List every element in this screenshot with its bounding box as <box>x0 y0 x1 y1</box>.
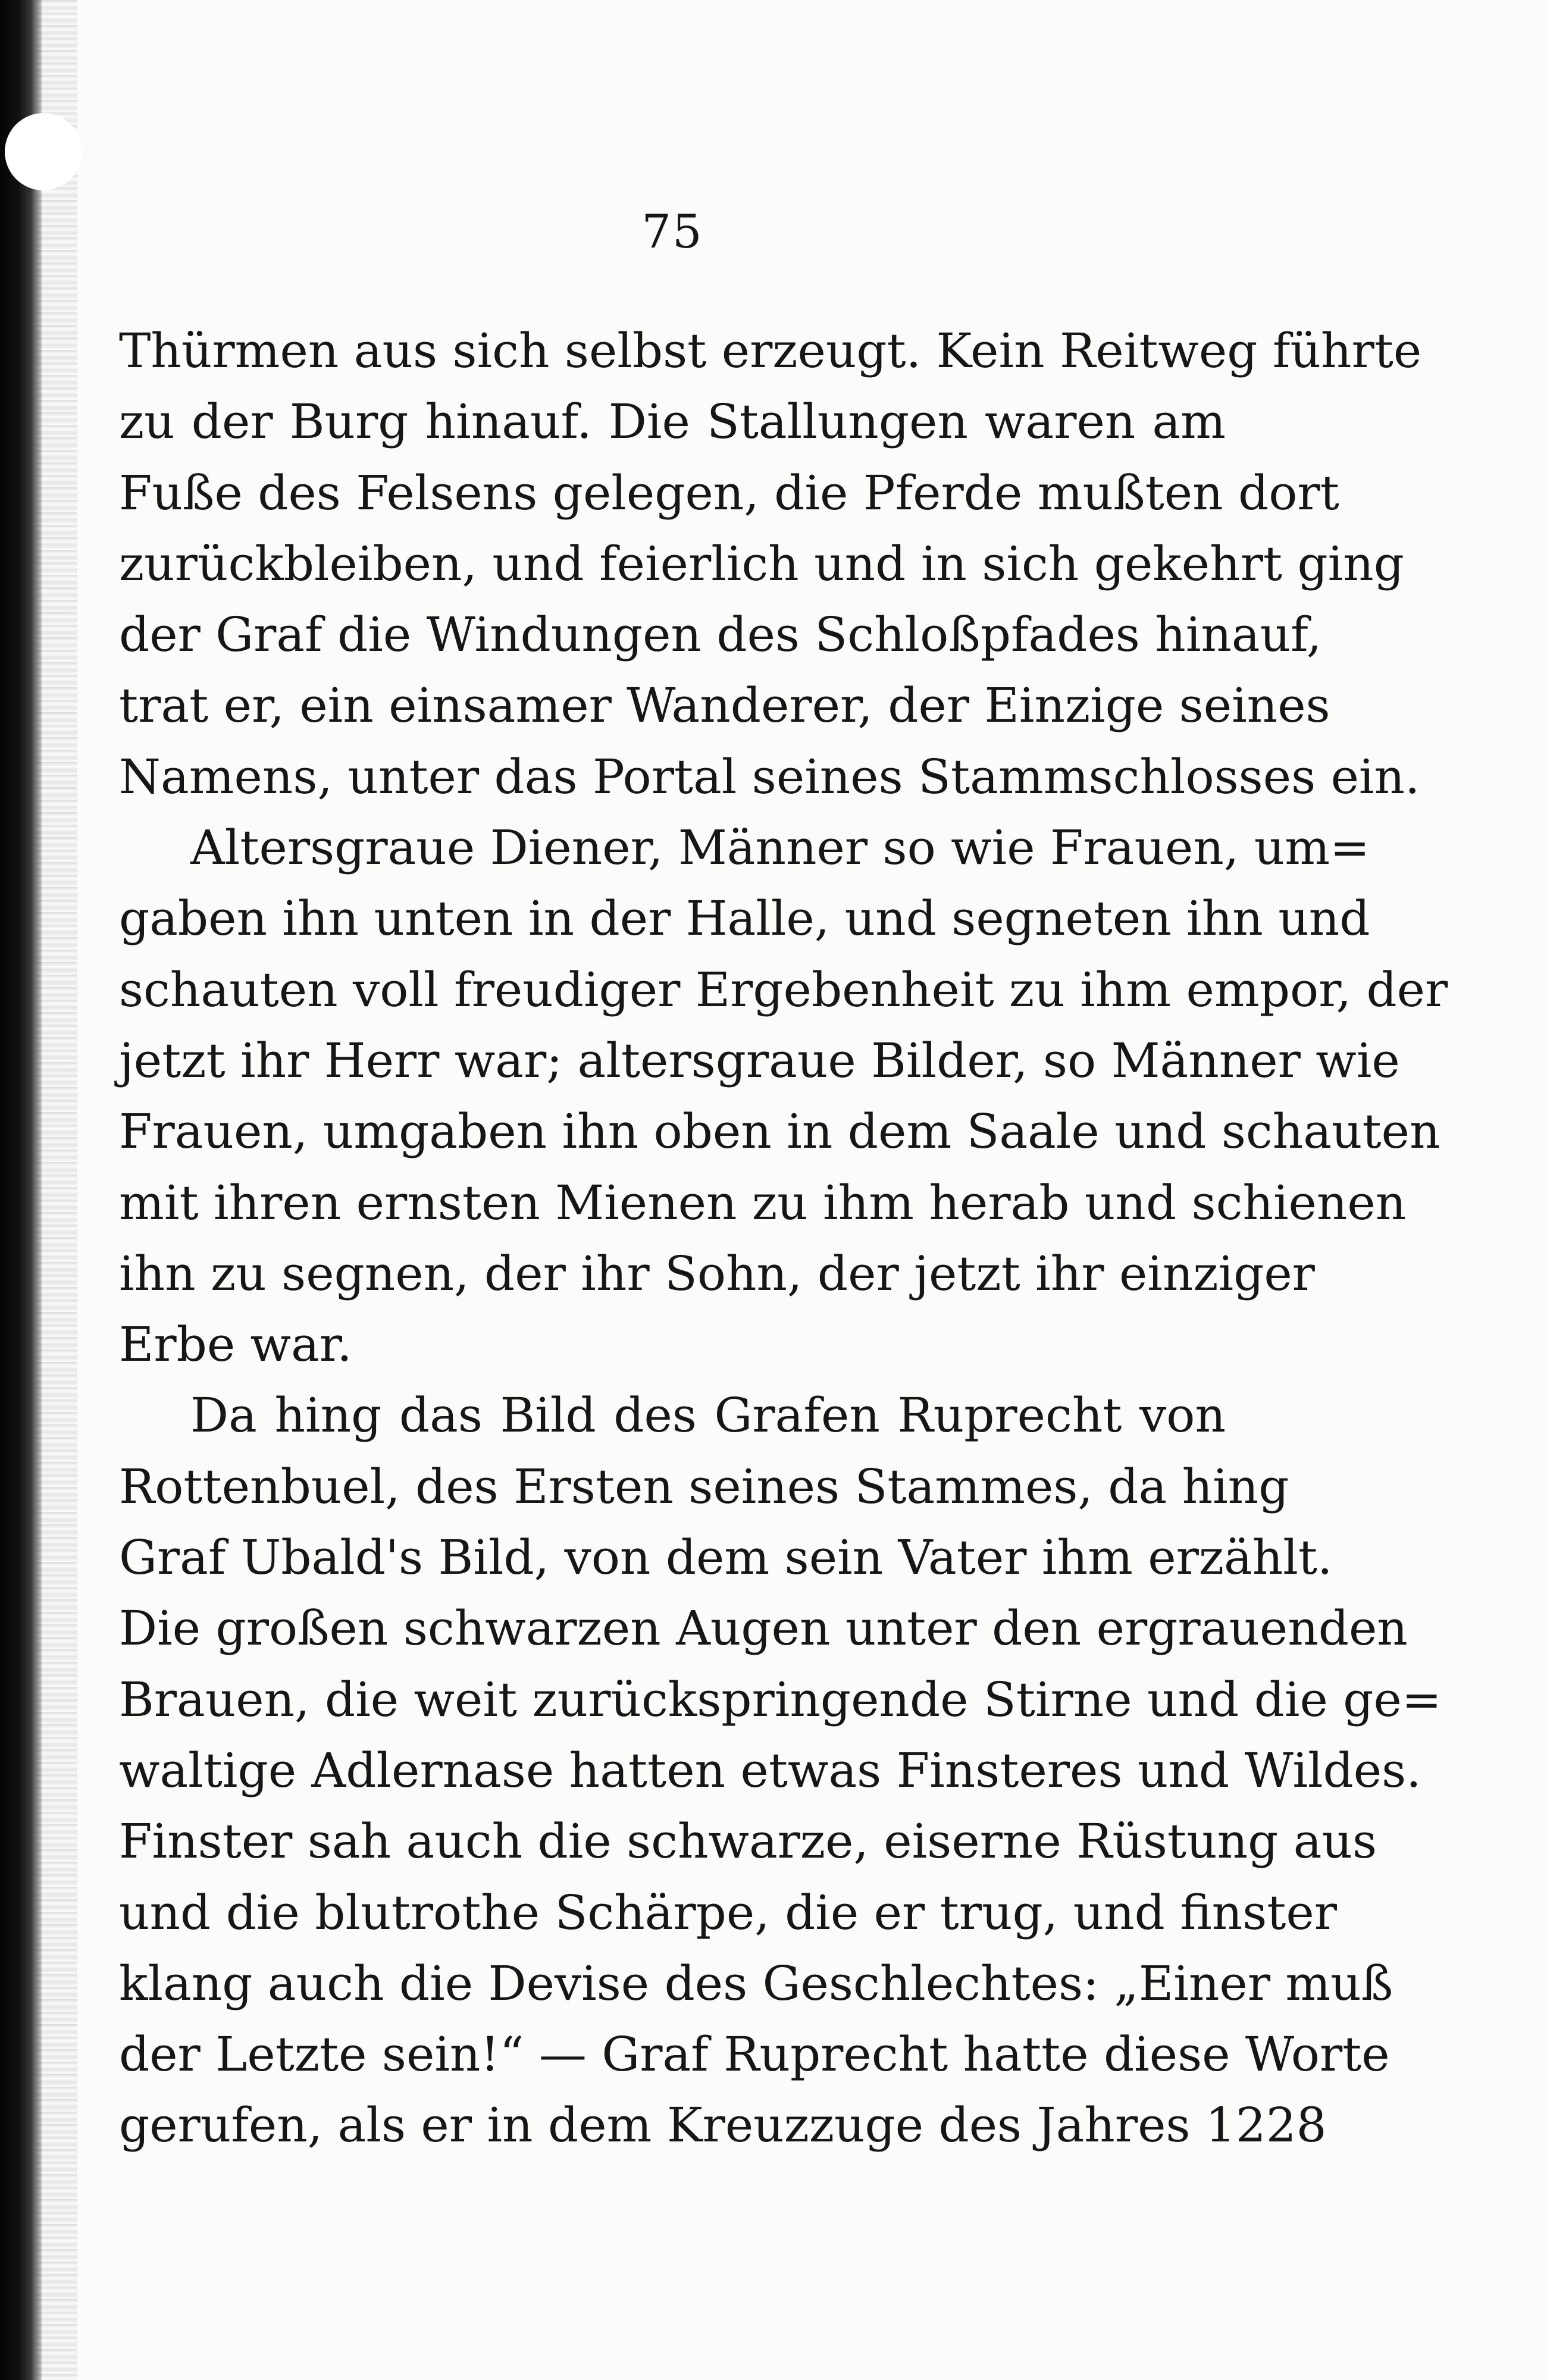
text-line: Die großen schwarzen Augen unter den ergrauenden <box>119 1601 1408 1656</box>
text-line: Da hing das Bild des Grafen Ruprecht von <box>190 1388 1226 1443</box>
text-line: klang auch die Devise des Geschlechtes: „Einer muß <box>119 1955 1393 2011</box>
text-line: waltige Adlernase hatten etwas Finsteres und Wildes. <box>119 1742 1421 1798</box>
binding-shadow <box>36 0 77 2380</box>
text-line: und die blutrothe Schärpe, die er trug, und finster <box>119 1884 1337 1940</box>
body-text <box>119 315 1448 2161</box>
text-line: jetzt ihr Herr war; altersgraue Bilder, so Männer wie <box>119 1032 1400 1088</box>
text-line: Altersgraue Diener, Männer so wie Frauen, um= <box>190 820 1370 876</box>
text-line: Fuße des Felsens gelegen, die Pferde mußten dort <box>119 465 1339 521</box>
text-line: Erbe war. <box>119 1317 352 1373</box>
text-line: gaben ihn unten in der Halle, und segneten ihn und <box>119 891 1370 947</box>
text-line: schauten voll freudiger Ergebenheit zu ihm empor, der <box>119 962 1448 1017</box>
text-line: Graf Ubald's Bild, von dem sein Vater ihm erzählt. <box>119 1530 1333 1586</box>
text-line: Thürmen aus sich selbst erzeugt. Kein Reitweg führte <box>119 323 1422 378</box>
text-line: Brauen, die weit zurückspringende Stirne und die ge= <box>119 1671 1442 1727</box>
text-line: Namens, unter das Portal seines Stammschlosses ein. <box>119 749 1420 804</box>
text-line: Rottenbuel, des Ersten seines Stammes, da hing <box>119 1458 1289 1514</box>
text-line: ihn zu segnen, der ihr Sohn, der jetzt ihr einziger <box>119 1245 1315 1301</box>
text-line: der Graf die Windungen des Schloßpfades hinauf, <box>119 607 1322 663</box>
text-line: zu der Burg hinauf. Die Stallungen waren am <box>119 394 1226 450</box>
text-line: der Letzte sein!“ — Graf Ruprecht hatte diese Worte <box>119 2027 1390 2082</box>
page-number: 75 <box>641 205 703 259</box>
text-line: Frauen, umgaben ihn oben in dem Saale und schauten <box>119 1104 1440 1160</box>
text-line: gerufen, als er in dem Kreuzzuge des Jahres 1228 <box>119 2097 1327 2153</box>
text-line: Finster sah auch die schwarze, eiserne Rüstung aus <box>119 1814 1377 1869</box>
text-line: trat er, ein einsamer Wanderer, der Einzige seines <box>119 678 1330 734</box>
text-line: zurückbleiben, und feierlich und in sich gekehrt ging <box>119 536 1404 591</box>
text-line: mit ihren ernsten Mienen zu ihm herab und schienen <box>119 1175 1407 1230</box>
punch-hole <box>5 113 82 190</box>
